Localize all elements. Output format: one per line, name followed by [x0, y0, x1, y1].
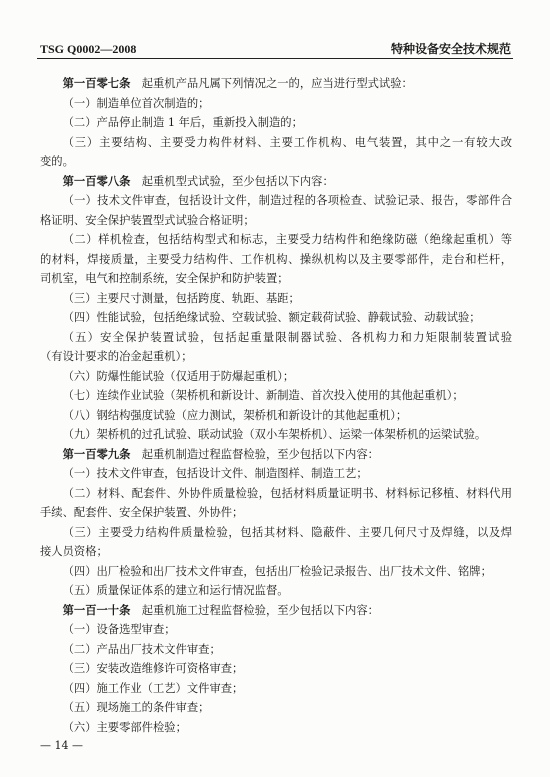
text-line — [40, 601, 512, 621]
text-line: 的材料，焊接质量，主要受力结构件、工作机构、操纵机构以及主要零部件，走台和栏杆， — [40, 252, 512, 266]
article-number: 第一百零七条 — [62, 76, 131, 90]
text-line: （三）主要受力结构件质量检验，包括其材料、隐蔽件、主要几何尺寸及焊缝，以及焊 — [62, 525, 512, 539]
article-109-item — [40, 484, 512, 523]
article-110-item — [40, 620, 512, 640]
article-108-heading — [40, 172, 512, 192]
article-number: 第一百一十条 — [62, 602, 131, 617]
article-110-item — [40, 698, 512, 718]
article-109-heading — [40, 445, 512, 465]
text-line: （有设计要求的冶金起重机）； — [40, 350, 193, 363]
article-109-item — [40, 523, 512, 562]
text-line: （五）质量保证体系的建立和运行情况监督。 — [62, 584, 289, 597]
text-line — [40, 445, 512, 465]
article-110-heading — [40, 601, 512, 621]
article-number: 第一百零八条 — [62, 173, 131, 188]
document-body — [40, 74, 512, 737]
text-line: 变的。 — [40, 155, 74, 168]
article-text: 起重机产品凡属下列情况之一的，应当进行型式试验： — [141, 77, 413, 90]
article-text: 起重机制造过程监督检验，至少包括以下内容： — [141, 447, 379, 461]
text-line: （一）技术文件审查，包括设计文件，制造过程的各项检查、试验记录、报告，零部件合 — [62, 194, 512, 207]
article-number: 第一百零九条 — [62, 446, 131, 461]
text-line: （六）防爆性能试验（仅适用于防爆起重机）； — [62, 369, 295, 383]
article-110-item — [40, 640, 512, 660]
article-108-item — [40, 230, 512, 289]
article-108-item — [40, 386, 512, 406]
article-109-item — [40, 562, 512, 582]
text-line: 格证明、安全保护装置型式试验合格证明； — [40, 213, 255, 227]
article-107-item — [40, 94, 512, 114]
text-line: （二）产品出厂技术文件审查； — [62, 642, 221, 656]
text-line: （四）出厂检验和出厂技术文件审查，包括出厂检验记录报告、出厂技术文件、铭牌； — [62, 564, 492, 578]
text-line: 接人员资格； — [40, 545, 108, 558]
article-107-item — [40, 133, 512, 172]
text-line: （五）安全保护装置试验，包括起重量限制器试验、各机构力和力矩限制装置试验 — [62, 330, 512, 344]
text-line: （八）钢结构强度试验（应力测试，架桥机和新设计的其他起重机）； — [62, 408, 408, 422]
article-108-item — [40, 328, 512, 367]
article-108-item — [40, 425, 512, 445]
article-108-item — [40, 191, 512, 230]
article-110-item — [40, 679, 512, 699]
text-line: （二）产品停止制造 1 年后，重新投入制造的； — [62, 116, 303, 129]
text-line: （四）施工作业（工艺）文件审查； — [62, 681, 244, 695]
text-line: （一）设备选型审查； — [62, 623, 176, 636]
text-line — [40, 74, 512, 94]
text-line: （三）安装改造维修许可资格审查； — [62, 662, 244, 675]
article-108-item — [40, 367, 512, 387]
article-108-item — [40, 289, 512, 309]
article-107-item — [40, 113, 512, 133]
text-line: （五）现场施工的条件审查； — [62, 701, 210, 714]
text-line: （三）主要结构、主要受力构件材料、主要工作机构、电气装置，其中之一有较大改 — [62, 135, 512, 149]
text-line: （六）主要零部件检验； — [62, 720, 187, 734]
text-line: （二）材料、配套件、外协件质量检验，包括材料质量证明书、材料标记移植、材料代用 — [62, 486, 512, 500]
text-line: （四）性能试验，包括绝缘试验、空载试验、额定载荷试验、静载试验、动载试验； — [62, 311, 481, 324]
article-107-heading — [40, 74, 512, 94]
text-line: 司机室，电气和控制系统，安全保护和防护装置； — [40, 272, 289, 285]
series-title: 特种设备安全技术规范 — [390, 42, 511, 56]
page-number: — 14 — — [40, 739, 83, 752]
text-line: （九）架桥机的过孔试验、联动试验（双小车架桥机）、运梁一体架桥机的运梁试验。 — [62, 428, 487, 441]
article-109-item — [40, 581, 512, 601]
text-line: （一）制造单位首次制造的； — [62, 96, 210, 110]
text-line: （一）技术文件审查，包括设计文件、制造图样、制造工艺； — [62, 467, 368, 480]
text-line: （三）主要尺寸测量，包括跨度、轨距、基距； — [62, 291, 300, 305]
article-108-item — [40, 308, 512, 328]
article-text: 起重机施工过程监督检验，至少包括以下内容： — [141, 603, 379, 617]
article-text: 起重机型式试验，至少包括以下内容： — [141, 174, 334, 188]
text-line: （二）样机检查，包括结构型式和标志，主要受力结构件和绝缘防磁（绝缘起重机）等 — [62, 233, 512, 246]
standard-code: TSG Q0002—2008 — [40, 42, 137, 56]
text-line: 手续、配套件、安全保护装置、外协件； — [40, 506, 244, 519]
text-line: （七）连续作业试验（架桥机和新设计、新制造、首次投入使用的其他起重机）； — [62, 389, 464, 402]
article-110-item — [40, 659, 512, 679]
text-line — [40, 172, 512, 192]
article-109-item — [40, 464, 512, 484]
article-108-item — [40, 406, 512, 426]
article-110-item — [40, 718, 512, 738]
page-header — [37, 41, 513, 59]
